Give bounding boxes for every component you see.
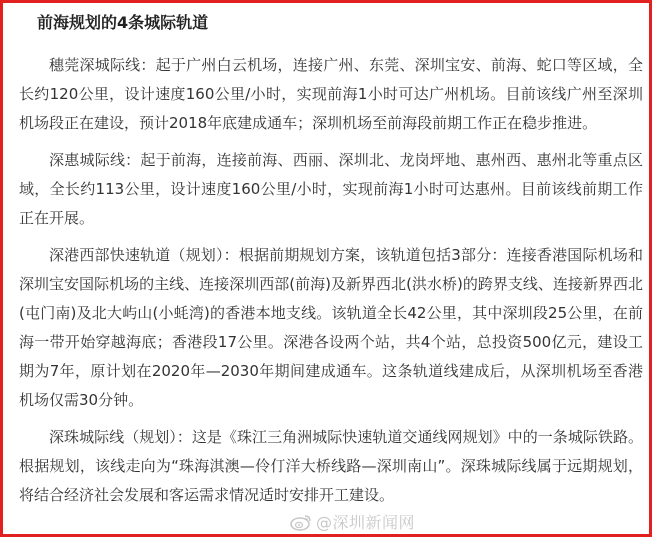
weibo-icon [290, 513, 312, 531]
watermark [290, 510, 415, 533]
article-body [19, 11, 643, 518]
article-title: 前海规划的4条城际轨道 [37, 13, 209, 32]
watermark-text: @深圳新闻网 [316, 513, 416, 532]
paragraph-suiguanshen: 穗莞深城际线：起于广州白云机场，连接广州、东莞、深圳宝安、前海、蛇口等区域，全长约120公里，设计速度160公里/小时，实现前海1小时可达广州机场。目前该线广州至深圳机场段正在建设，预计2018年底建成通车；深圳机场至前海段前期工作正在稳步推进。 [19, 56, 643, 132]
paragraph-shengang-west: 深港西部快速轨道（规划）：根据前期规划方案，该轨道包括3部分：连接香港国际机场和深圳宝安国际机场的主线、连接深圳西部(前海)及新界西北(洪水桥)的跨界支线、连接新界西北(屯门南)及北大屿山(小蚝湾)的香港本地支线。该轨道全长42公里，其中深圳段25公里，在前海一带开始穿越海底；香港段17公里。深港各设两个站，共4个站，总投资500亿元，建设工期为7年，原计划在2020年—2030年期间建成通车。这条轨道线建成后，从深圳机场至香港机场仅需30分钟。 [19, 246, 643, 409]
paragraph-shenhui: 深惠城际线：起于前海，连接前海、西丽、深圳北、龙岗坪地、惠州西、惠州北等重点区域，全长约113公里，设计速度160公里/小时，实现前海1小时可达惠州。目前该线前期工作正在开展。 [19, 151, 643, 227]
paragraph-shenzhu: 深珠城际线（规划）：这是《珠江三角洲城际快速轨道交通线网规划》中的一条城际铁路。根据规划，该线走向为“珠海淇澳—伶仃洋大桥线路—深圳南山”。深珠城际线属于远期规划，将结合经济社会发展和客运需求情况适时安排开工建设。 [19, 428, 643, 504]
